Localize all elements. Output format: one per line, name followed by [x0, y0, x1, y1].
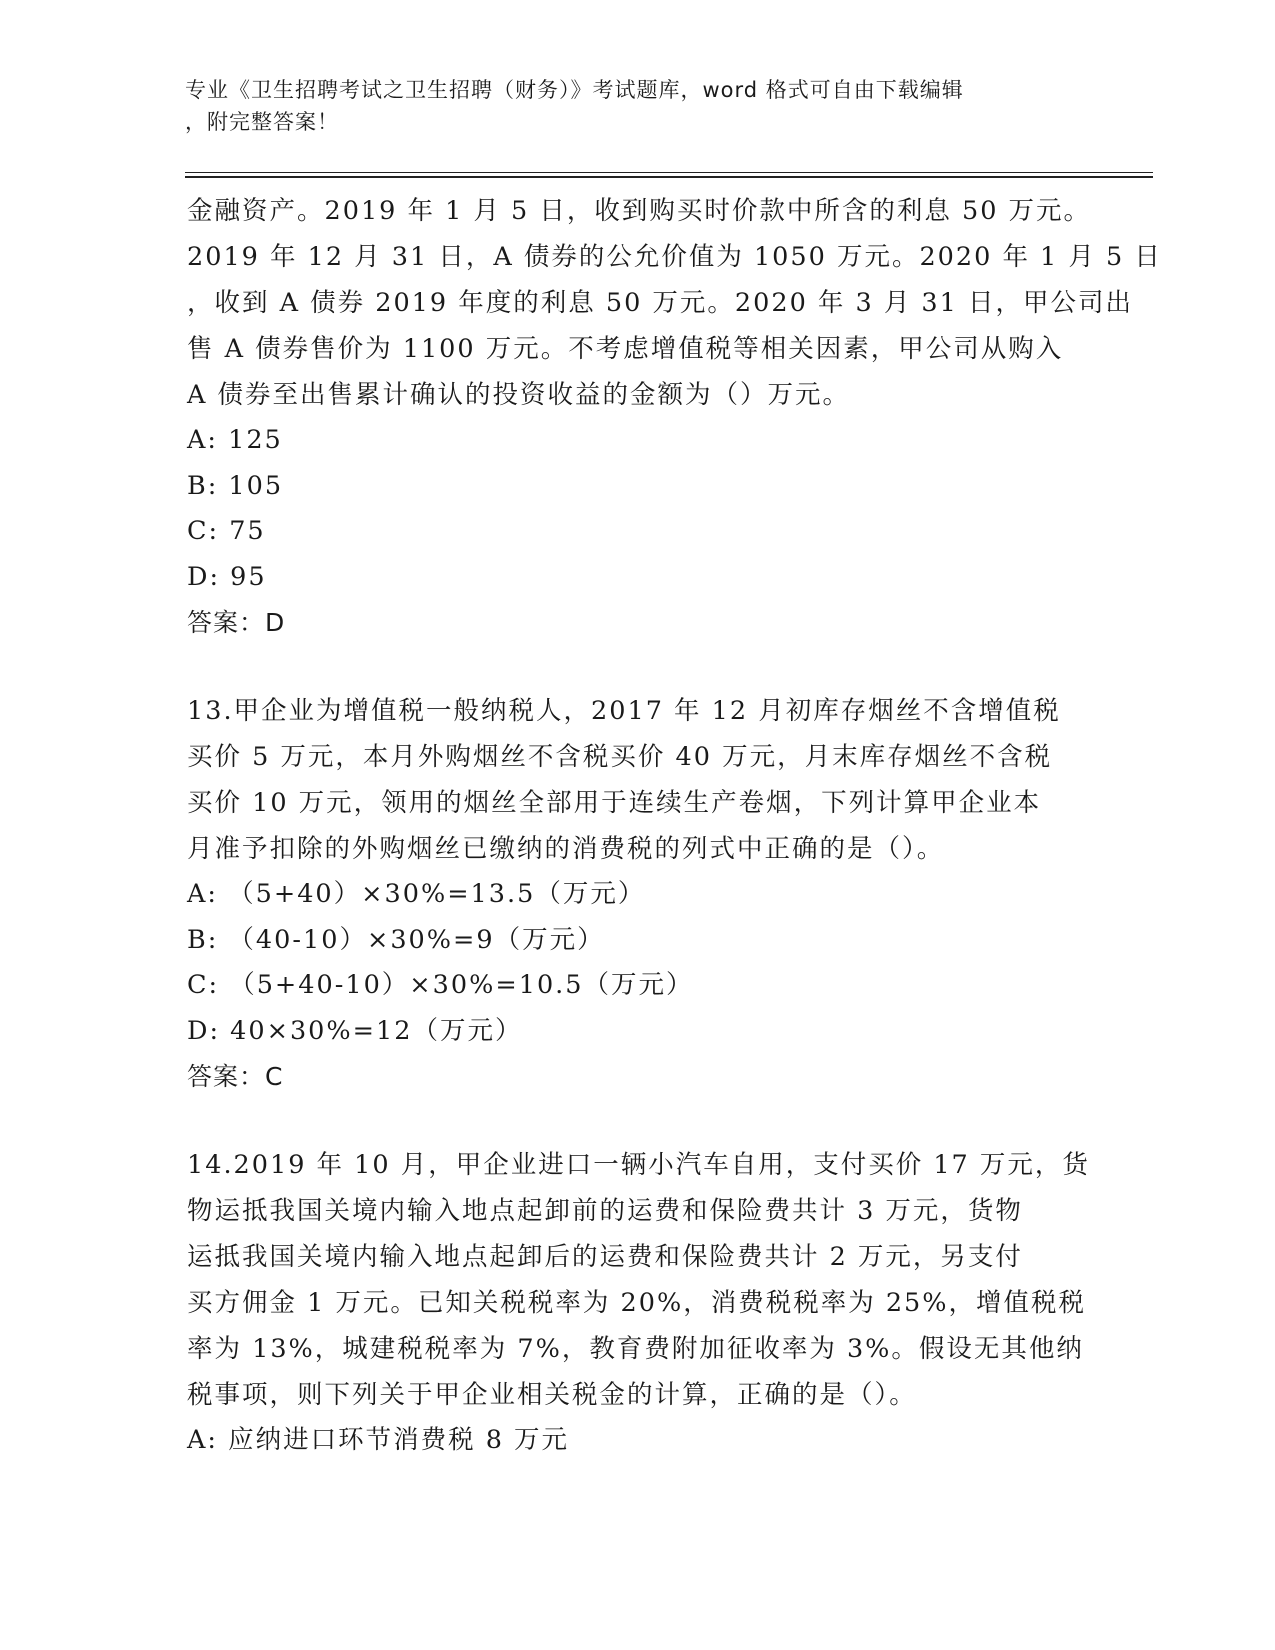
option-a: A: 应纳进口环节消费税 8 万元 — [187, 1425, 570, 1455]
question-text-line: 买价 5 万元，本月外购烟丝不含税买价 40 万元，月末库存烟丝不含税 — [187, 742, 1053, 772]
question-13-stem — [187, 688, 1087, 872]
question-text-line: 税事项，则下列关于甲企业相关税金的计算，正确的是（）。 — [187, 1380, 917, 1410]
question-text-line: 买方佣金 1 万元。已知关税税率为 20%，消费税税率为 25%，增值税税 — [187, 1288, 1087, 1318]
header-line-1: 专业《卫生招聘考试之卫生招聘（财务）》考试题库，word 格式可自由下载编辑 — [185, 78, 964, 102]
document-header — [185, 74, 1085, 138]
question-14-options — [187, 1418, 1087, 1464]
question-12-answer: 答案：D — [187, 608, 286, 637]
header-rule-thick — [185, 176, 1153, 178]
option-c: C: 75 — [187, 516, 266, 546]
question-text-line: 售 A 债券售价为 1100 万元。不考虑增值税等相关因素，甲公司从购入 — [187, 334, 1064, 364]
question-text-line: 买价 10 万元，领用的烟丝全部用于连续生产卷烟，下列计算甲企业本 — [187, 788, 1042, 818]
question-text-line: 运抵我国关境内输入地点起卸后的运费和保险费共计 2 万元，另支付 — [187, 1242, 1023, 1272]
question-12-stem — [187, 188, 1162, 418]
option-d: D: 40×30%=12（万元） — [187, 1015, 523, 1046]
question-text-line: 14.2019 年 10 月，甲企业进口一辆小汽车自用，支付买价 17 万元，货 — [187, 1150, 1090, 1180]
option-b: B: （40-10）×30%=9（万元） — [187, 924, 605, 955]
spacer — [187, 646, 1087, 688]
option-c: C: （5+40-10）×30%=10.5（万元） — [187, 970, 694, 1000]
question-text-line: 物运抵我国关境内输入地点起卸前的运费和保险费共计 3 万元，货物 — [187, 1196, 1023, 1226]
header-rule-thin — [185, 172, 1153, 173]
option-b: B: 105 — [187, 470, 284, 501]
question-text-line: 率为 13%，城建税税率为 7%，教育费附加征收率为 3%。假设无其他纳 — [187, 1334, 1084, 1364]
question-text-line: A 债券至出售累计确认的投资收益的金额为（）万元。 — [187, 380, 851, 410]
question-12-options — [187, 418, 1087, 600]
header-line-2: ，附完整答案！ — [185, 110, 339, 134]
option-d: D: 95 — [187, 561, 267, 592]
question-14-stem — [187, 1142, 1090, 1418]
option-a: A: 125 — [187, 425, 283, 455]
spacer — [187, 1100, 1087, 1142]
question-text-line: 金融资产。2019 年 1 月 5 日，收到购买时价款中所含的利息 50 万元。 — [187, 196, 1092, 226]
question-text-line: 月准予扣除的外购烟丝已缴纳的消费税的列式中正确的是（）。 — [187, 834, 945, 864]
question-content — [187, 188, 1162, 1464]
question-13-options — [187, 872, 1087, 1054]
question-text-line: ，收到 A 债券 2019 年度的利息 50 万元。2020 年 3 月 31 日，甲公司出 — [187, 288, 1133, 318]
question-text-line: 13.甲企业为增值税一般纳税人，2017 年 12 月初库存烟丝不含增值税 — [187, 696, 1061, 726]
option-a: A: （5+40）×30%=13.5（万元） — [187, 879, 646, 909]
question-text-line: 2019 年 12 月 31 日，A 债券的公允价值为 1050 万元。2020 年 1 月 5 日 — [187, 242, 1162, 272]
question-13-answer: 答案：C — [187, 1062, 284, 1091]
